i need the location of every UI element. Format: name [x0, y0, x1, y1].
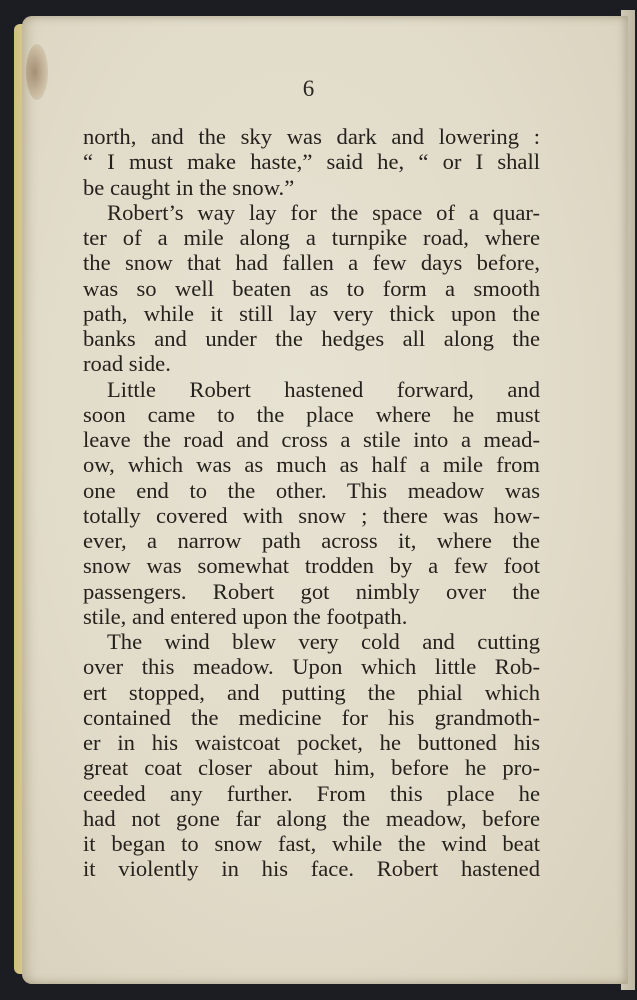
text-line: one end to the other. This meadow was	[83, 477, 540, 503]
text-line: leave the road and cross a stile into a mead-	[83, 427, 540, 452]
text-line: ceeded any further. From this place he	[83, 780, 540, 806]
body-text	[83, 124, 540, 882]
text-line: path, while it still lay very thick upon the	[83, 300, 540, 326]
text-line: over this meadow. Upon which little Rob-	[83, 654, 540, 680]
text-line: contained the medicine for his grandmoth-	[83, 704, 540, 730]
text-line: Robert’s way lay for the space of a quar-	[107, 199, 540, 225]
text-line: it violently in his face. Robert hastened	[83, 856, 540, 882]
text-line: ert stopped, and putting the phial which	[83, 679, 540, 705]
text-line: north, and the sky was dark and lowering :	[83, 124, 540, 149]
text-line: stile, and entered upon the footpath.	[83, 603, 408, 629]
text-line: banks and under the hedges all along the	[83, 326, 540, 351]
text-line: er in his waistcoat pocket, he buttoned his	[83, 730, 540, 755]
text-line: soon came to the place where he must	[83, 401, 540, 427]
text-line: was so well beaten as to form a smooth	[83, 275, 540, 301]
text-line: The wind blew very cold and cutting	[107, 629, 540, 654]
text-line: ever, a narrow path across it, where the	[83, 528, 540, 553]
text-line: had not gone far along the meadow, before	[83, 805, 540, 831]
text-line: snow was somewhat trodden by a few foot	[83, 553, 540, 579]
text-line: totally covered with snow ; there was how-	[83, 502, 540, 528]
text-line: be caught in the snow.”	[83, 174, 295, 200]
text-line: ow, which was as much as half a mile from	[83, 452, 540, 478]
text-line: passengers. Robert got nimbly over the	[83, 578, 540, 604]
text-line: Little Robert hastened forward, and	[107, 376, 540, 402]
text-line: road side.	[83, 351, 171, 377]
text-line: great coat closer about him, before he pro-	[83, 755, 540, 781]
text-line: ter of a mile along a turnpike road, where	[83, 225, 540, 250]
page-number: 6	[302, 76, 315, 101]
text-line: “ I must make haste,” said he, “ or I shall	[83, 149, 540, 175]
text-line: the snow that had fallen a few days before,	[83, 250, 540, 276]
text-line: it began to snow fast, while the wind beat	[83, 831, 540, 856]
